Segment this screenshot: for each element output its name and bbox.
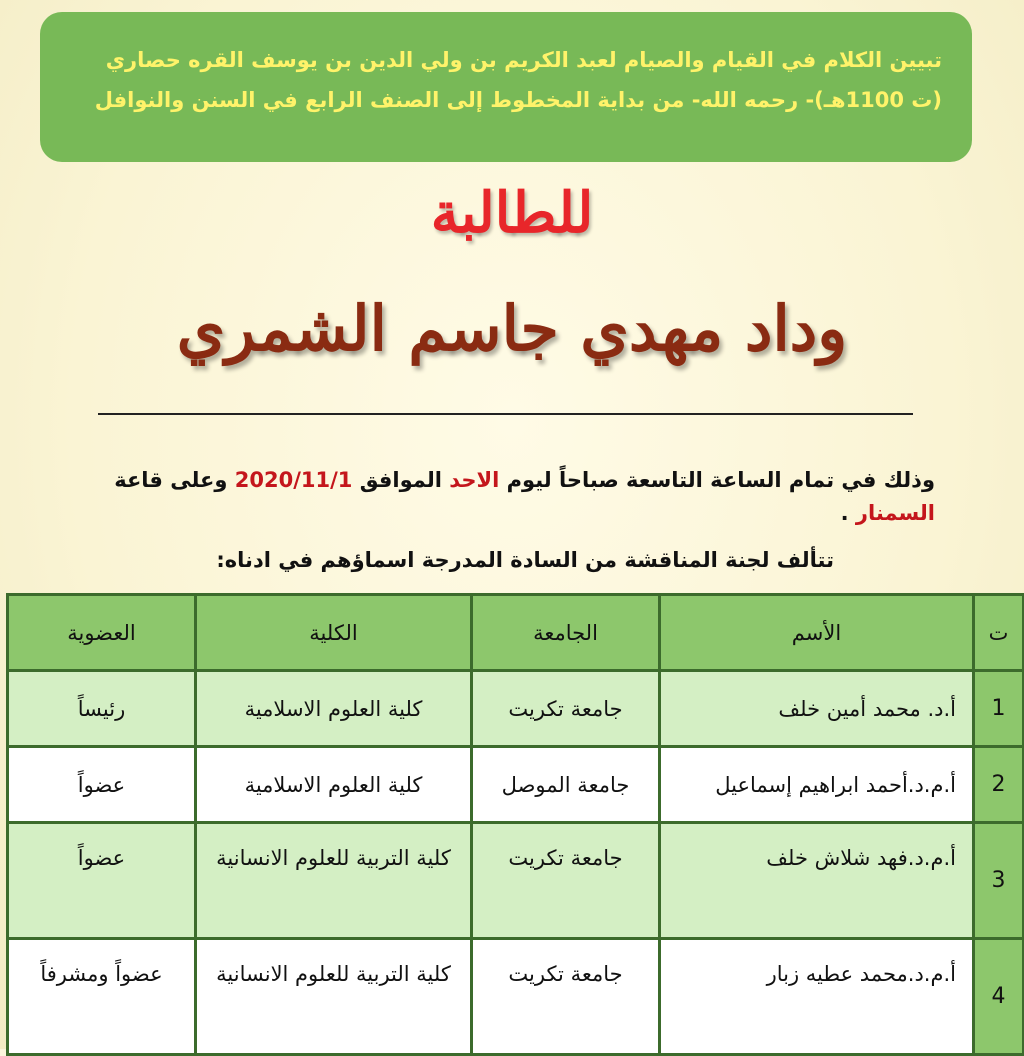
table-header-row	[8, 595, 1024, 671]
student-name-heading: وداد مهدي جاسم الشمري	[176, 292, 848, 365]
table-row	[8, 823, 1024, 939]
details-text-1: وذلك في تمام الساعة التاسعة صباحاً ليوم	[499, 468, 935, 492]
details-text-4: .	[840, 501, 856, 525]
member-college: كلية العلوم الاسلامية	[196, 671, 472, 747]
member-university: جامعة الموصل	[472, 747, 660, 823]
discussion-day: الاحد	[449, 468, 500, 492]
member-college: كلية العلوم الاسلامية	[196, 747, 472, 823]
student-prefix-heading: للطالبة	[430, 180, 594, 246]
table-row	[8, 747, 1024, 823]
divider-line	[98, 413, 913, 415]
thesis-title-line-1: تبيين الكلام في القيام والصيام لعبد الكريم بن ولي الدين بن يوسف القره حصاري	[105, 48, 942, 72]
thesis-title-line-2: (ت 1100هـ)- رحمه الله- من بداية المخطوط إلى الصنف الرابع في السنن والنوافل	[94, 88, 942, 112]
row-num: 1	[974, 671, 1024, 747]
header-college: الكلية	[196, 595, 472, 671]
member-university: جامعة تكريت	[472, 939, 660, 1055]
table-row	[8, 939, 1024, 1055]
row-num: 2	[974, 747, 1024, 823]
member-university: جامعة تكريت	[472, 823, 660, 939]
member-name: أ.م.د.محمد عطيه زبار	[660, 939, 974, 1055]
committee-intro: تتألف لجنة المناقشة من السادة المدرجة اسماؤهم في ادناه:	[216, 548, 834, 572]
header-membership: العضوية	[8, 595, 196, 671]
discussion-hall: السمنار	[855, 501, 935, 525]
header-num: ت	[974, 595, 1024, 671]
discussion-date: 2020/11/1	[234, 468, 353, 492]
row-num: 4	[974, 939, 1024, 1055]
member-name: أ.م.د.فهد شلاش خلف	[660, 823, 974, 939]
row-num: 3	[974, 823, 1024, 939]
committee-table	[6, 593, 1024, 1056]
details-text-2: الموافق	[352, 468, 450, 492]
member-college: كلية التربية للعلوم الانسانية	[196, 823, 472, 939]
member-name: أ.م.د.أحمد ابراهيم إسماعيل	[660, 747, 974, 823]
member-role: عضواً	[8, 823, 196, 939]
header-university: الجامعة	[472, 595, 660, 671]
member-role: عضواً	[8, 747, 196, 823]
member-role: عضواً ومشرفاً	[8, 939, 196, 1055]
member-college: كلية التربية للعلوم الانسانية	[196, 939, 472, 1055]
member-name: أ.د. محمد أمين خلف	[660, 671, 974, 747]
table-row	[8, 671, 1024, 747]
header-name: الأسم	[660, 595, 974, 671]
member-role: رئيساً	[8, 671, 196, 747]
details-text-3: وعلى قاعة	[114, 468, 235, 492]
thesis-title-banner	[40, 12, 972, 162]
member-university: جامعة تكريت	[472, 671, 660, 747]
discussion-details	[80, 464, 935, 530]
